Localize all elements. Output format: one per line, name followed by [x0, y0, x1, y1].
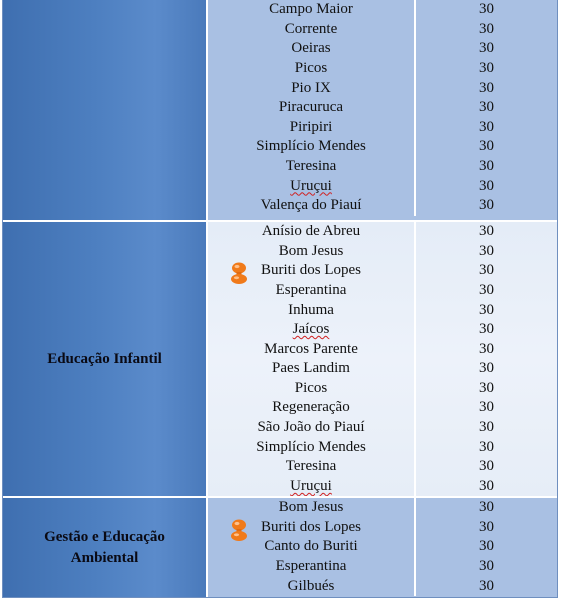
value-cell: 30 — [479, 1, 494, 18]
city-cell: Piripiri — [208, 118, 416, 138]
value-cell: 30 — [479, 518, 494, 535]
table-row — [208, 261, 557, 281]
value-cell: 30 — [479, 242, 494, 259]
table-row — [208, 196, 557, 216]
value-cell: 30 — [479, 197, 494, 214]
city-cell: Esperantina — [208, 557, 416, 577]
city-cell: Marcos Parente — [208, 339, 416, 359]
city-text: Jaícos — [292, 321, 330, 338]
table-row — [208, 477, 557, 497]
table-row — [208, 59, 557, 79]
table-row — [208, 359, 557, 379]
value-cell: 30 — [479, 138, 494, 155]
group-rows — [208, 222, 557, 496]
value-cell: 30 — [479, 538, 494, 555]
value-cell: 30 — [479, 99, 494, 116]
cities-table — [2, 0, 558, 598]
city-text: Uruçui — [290, 177, 332, 194]
value-cell: 30 — [479, 321, 494, 338]
table-group-educacao-infantil — [3, 220, 557, 496]
value-cell: 30 — [479, 20, 494, 37]
table-row — [208, 242, 557, 262]
table-row — [208, 457, 557, 477]
city-cell: Teresina — [208, 457, 416, 477]
city-cell — [208, 518, 416, 538]
table-row — [208, 222, 557, 242]
city-cell: Picos — [208, 59, 416, 79]
table-group-continuation — [3, 0, 557, 220]
city-cell: Simplício Mendes — [208, 437, 416, 457]
table-row — [208, 0, 557, 20]
city-cell: Gilbués — [208, 576, 416, 596]
value-cell: 30 — [479, 340, 494, 357]
category-cell — [3, 498, 208, 597]
city-cell: Campo Maior — [208, 0, 416, 20]
table-row — [208, 498, 557, 518]
value-cell: 30 — [479, 282, 494, 299]
city-cell: Teresina — [208, 157, 416, 177]
city-cell: Pio IX — [208, 78, 416, 98]
city-text: Buriti dos Lopes — [261, 518, 361, 535]
city-cell: Inhuma — [208, 300, 416, 320]
table-row — [208, 418, 557, 438]
value-cell: 30 — [479, 60, 494, 77]
table-row — [208, 320, 557, 340]
city-cell — [208, 477, 416, 497]
city-cell: Picos — [208, 379, 416, 399]
table-row — [208, 518, 557, 538]
table-row — [208, 176, 557, 196]
city-cell — [208, 261, 416, 281]
value-cell: 30 — [479, 79, 494, 96]
city-cell: Bom Jesus — [208, 242, 416, 262]
value-cell: 30 — [479, 40, 494, 57]
table-row — [208, 437, 557, 457]
value-cell: 30 — [479, 399, 494, 416]
table-row — [208, 339, 557, 359]
city-cell: Simplício Mendes — [208, 137, 416, 157]
city-cell: Regeneração — [208, 398, 416, 418]
table-row — [208, 300, 557, 320]
table-row — [208, 281, 557, 301]
value-cell: 30 — [479, 558, 494, 575]
city-cell: Valença do Piauí — [208, 196, 416, 216]
city-cell: Oeiras — [208, 39, 416, 59]
value-cell: 30 — [479, 301, 494, 318]
table-row — [208, 20, 557, 40]
city-text: Buriti dos Lopes — [261, 262, 361, 279]
city-cell: Piracuruca — [208, 98, 416, 118]
table-row — [208, 98, 557, 118]
value-cell: 30 — [479, 499, 494, 516]
value-cell: 30 — [479, 379, 494, 396]
value-cell: 30 — [479, 262, 494, 279]
city-text: Uruçui — [290, 477, 332, 494]
table-row — [208, 379, 557, 399]
value-cell: 30 — [479, 577, 494, 594]
table-row — [208, 78, 557, 98]
city-cell: Esperantina — [208, 281, 416, 301]
city-cell — [208, 176, 416, 196]
table-row — [208, 118, 557, 138]
city-cell: Canto do Buriti — [208, 537, 416, 557]
table-row — [208, 537, 557, 557]
city-cell: Corrente — [208, 20, 416, 40]
value-cell: 30 — [479, 477, 494, 494]
group-rows — [208, 0, 557, 220]
city-cell: São João do Piauí — [208, 418, 416, 438]
city-cell: Anísio de Abreu — [208, 222, 416, 242]
city-cell: Bom Jesus — [208, 498, 416, 518]
city-cell — [208, 320, 416, 340]
value-cell: 30 — [479, 223, 494, 240]
group-rows — [208, 498, 557, 597]
value-cell: 30 — [479, 438, 494, 455]
value-cell: 30 — [479, 158, 494, 175]
category-label: Gestão e Educação Ambiental — [44, 528, 165, 566]
table-row — [208, 39, 557, 59]
table-group-gestao-educacao-ambiental — [3, 496, 557, 597]
table-row — [208, 557, 557, 577]
value-cell: 30 — [479, 360, 494, 377]
value-cell: 30 — [479, 458, 494, 475]
value-cell: 30 — [479, 177, 494, 194]
table-row — [208, 137, 557, 157]
city-cell: Paes Landim — [208, 359, 416, 379]
value-cell: 30 — [479, 118, 494, 135]
table-row — [208, 576, 557, 596]
table-row — [208, 157, 557, 177]
table-row — [208, 398, 557, 418]
category-cell — [3, 0, 208, 220]
value-cell: 30 — [479, 419, 494, 436]
category-cell: Educação Infantil — [3, 222, 208, 496]
